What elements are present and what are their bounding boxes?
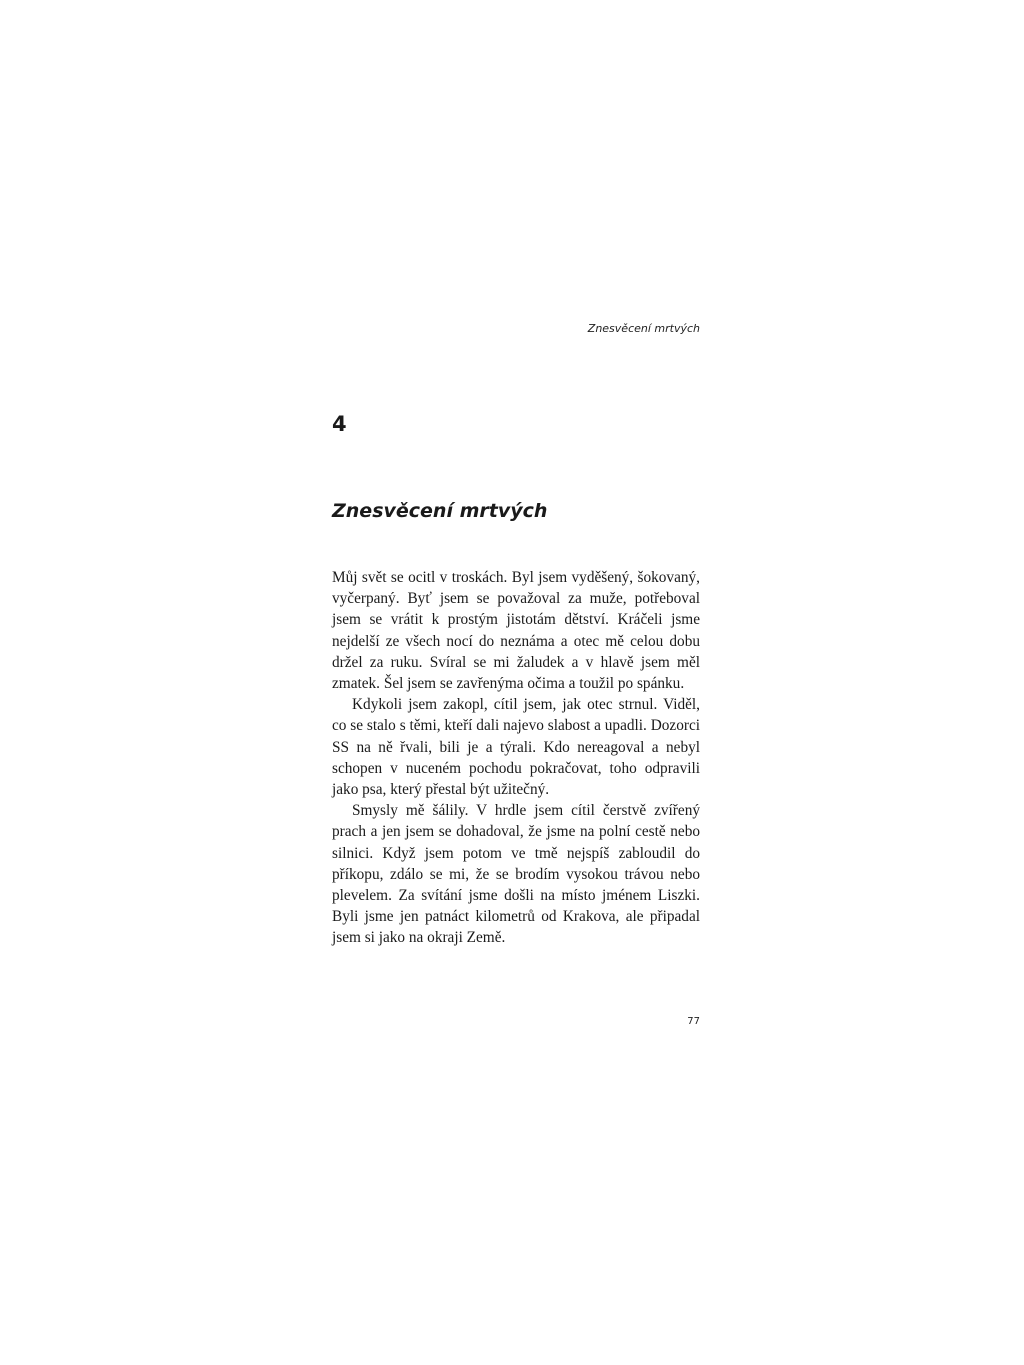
paragraph-2: Kdykoli jsem zakopl, cítil jsem, jak otec strnul. Viděl, co se stalo s těmi, kteří dali najevo slabost a upadli. Dozorci SS na ně řvali, bili je a týrali. Kdo nereagoval a nebyl schopen v nuceném pochodu pokračovat, toho odpravili jako psa, který přestal být užitečný. <box>332 696 700 799</box>
paragraph-3: Smysly mě šálily. V hrdle jsem cítil čerstvě zvířený prach a jen jsem se dohadoval, že jsme na polní cestě nebo silnici. Když jsem potom ve tmě nejspíš zabloudil do příkopu, zdálo se mi, že se brodím vysokou trávou nebo plevelem. Za svítání jsme došli na místo jménem Liszki. Byli jsme jen patnáct kilometrů od Krakova, ale připadal jsem si jako na okraji Země. <box>332 802 700 947</box>
chapter-title: Znesvěcení mrtvých <box>332 500 548 522</box>
body-text <box>332 567 700 949</box>
running-head: Znesvěcení mrtvých <box>587 322 700 335</box>
paragraph-1: Můj svět se ocitl v troskách. Byl jsem vyděšený, šokovaný, vyčerpaný. Byť jsem se považoval za muže, potřeboval jsem se vrátit k prostým jistotám dětství. Kráčeli jsme nejdelší ze všech nocí do neznáma a otec mě celou dobu držel za ruku. Svíral se mi žaludek a v hlavě jsem měl zmatek. Šel jsem se zavřenýma očima a toužil po spánku. <box>332 569 700 693</box>
page-number: 77 <box>687 1016 700 1027</box>
chapter-number: 4 <box>332 412 347 436</box>
